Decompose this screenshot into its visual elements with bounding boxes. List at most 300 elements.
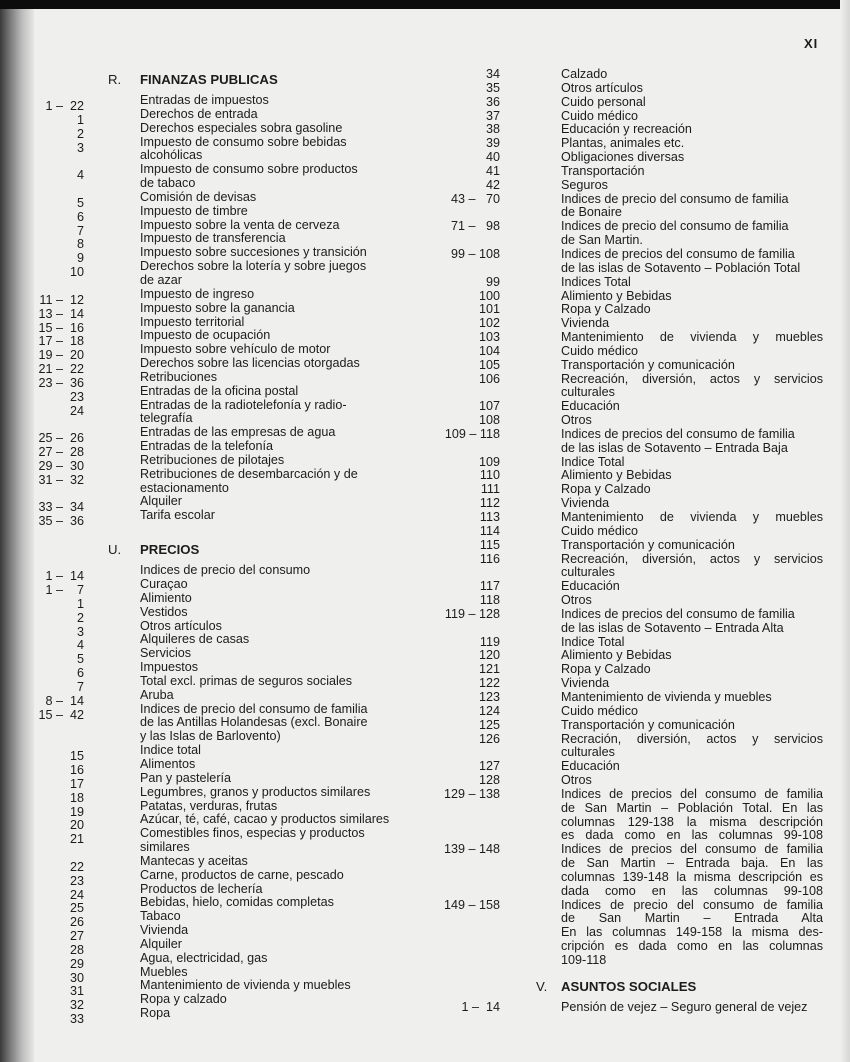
entry-description-line: Seguros <box>561 177 608 192</box>
column-number-range: 30 <box>69 970 84 985</box>
index-entry <box>0 120 430 141</box>
index-entry <box>420 788 830 843</box>
column-number-range: 35 <box>485 80 500 95</box>
entry-description-line: Alquileres de casas <box>140 632 250 647</box>
column-number-range: 20 <box>69 818 84 833</box>
section-title: PRECIOS <box>140 542 200 558</box>
index-entry <box>420 608 830 636</box>
column-number-range: 35 – 36 <box>38 514 84 529</box>
column-number-range: 119 <box>479 634 500 649</box>
index-entry <box>420 525 830 539</box>
column-number-range: 7 <box>76 679 84 694</box>
entry-description-line: Comestibles finos, especias y productos <box>140 826 365 841</box>
index-entry <box>0 827 430 855</box>
entry-description-line: Calzado <box>561 67 608 81</box>
index-entry <box>0 136 430 164</box>
column-number-range: 126 <box>478 731 500 746</box>
column-number-range: 118 <box>479 593 500 608</box>
index-entry <box>420 539 830 553</box>
entry-description-line: Indices de precio del consumo <box>140 563 311 578</box>
column-number-range: 116 <box>479 551 500 566</box>
index-entry <box>420 899 830 968</box>
column-number-range: 15 – 16 <box>38 320 84 335</box>
entry-description-line: Retribuciones de desembarcación y de <box>140 466 358 481</box>
entry-description-line: Alquiler <box>140 936 182 951</box>
entry-description-line: de San Martin – Entrada Alta <box>561 911 823 926</box>
index-entry <box>0 468 430 496</box>
column-number-range: 112 <box>479 496 500 511</box>
left-column <box>0 72 430 1027</box>
entry-description-line: de San Martin – Entrada baja. En las <box>561 856 823 871</box>
entry-description-line: Cuido personal <box>561 94 646 109</box>
column-number-range: 23 <box>69 873 84 888</box>
entry-description-line: Aruba <box>140 687 174 702</box>
entry-description-line: dada como en las columnas 99-108 <box>561 883 823 898</box>
index-entry <box>420 636 830 650</box>
index-entry <box>0 604 430 625</box>
entry-description-line: Obligaciones diversas <box>561 150 685 165</box>
column-number-range: 114 <box>479 523 500 538</box>
entry-description-line: Retribuciones <box>140 369 218 384</box>
index-entry <box>0 189 430 210</box>
index-entry <box>0 300 430 321</box>
column-number-range: 109 – 118 <box>444 426 500 441</box>
entry-description-line: Derechos sobre las licencias otorgadas <box>140 356 360 371</box>
entry-description-line: Educación <box>561 759 620 774</box>
entry-description-line: similares <box>140 840 190 855</box>
section-letter: R. <box>108 72 122 87</box>
column-number-range: 8 <box>76 237 84 252</box>
column-number-range: 115 <box>479 537 500 552</box>
index-entry <box>0 687 430 708</box>
entry-description-line: Indices Total <box>561 274 631 289</box>
index-entry <box>0 992 430 1013</box>
entry-description-line: Pensión de vejez – Seguro general de vejez <box>561 999 808 1014</box>
entry-description-line: Ropa y Calzado <box>561 482 651 497</box>
column-number-range: 6 <box>76 209 84 224</box>
entry-description-line: Vivienda <box>561 676 610 691</box>
column-number-range: 19 <box>69 804 84 819</box>
section-letter: U. <box>108 542 122 558</box>
index-entry <box>0 784 430 805</box>
index-entry <box>420 248 830 276</box>
index-entry <box>0 909 430 930</box>
index-entry <box>0 632 430 653</box>
entry-description-line: Otros <box>561 413 592 428</box>
index-entry <box>0 950 430 971</box>
entry-description-line: Impuesto de consumo sobre bebidas <box>140 134 347 149</box>
entry-description-line: Impuesto de ocupación <box>140 328 271 343</box>
entry-description-line: estacionamento <box>140 480 229 495</box>
column-number-range: 23 <box>69 389 84 404</box>
entry-description-line: Ropa y Calzado <box>561 662 651 677</box>
column-number-range: 42 <box>485 177 500 192</box>
entry-description-line: Otros <box>561 773 592 788</box>
entry-description-line: Indices de precio del consumo de familia <box>561 219 789 234</box>
index-entry <box>0 673 430 694</box>
index-entry <box>0 964 430 985</box>
column-number-range: 111 <box>480 482 500 497</box>
entry-description-line: Recración, diversión, actos y servicios <box>561 731 823 746</box>
column-number-range: 22 <box>69 859 84 874</box>
column-number-range: 1 – 14 <box>45 569 84 584</box>
entry-description-line: Indice total <box>140 743 201 758</box>
index-entry <box>420 843 830 898</box>
index-entry <box>420 303 830 317</box>
column-number-range: 103 <box>478 330 500 345</box>
index-entry <box>0 383 430 404</box>
entry-description-line: Alimiento y Bebidas <box>561 648 672 663</box>
index-entry <box>0 577 430 597</box>
column-number-range: 25 – 26 <box>38 431 84 446</box>
index-entry <box>0 425 430 446</box>
column-number-range: 99 – 108 <box>450 246 500 261</box>
entry-description-line: Otros artículos <box>561 80 643 95</box>
entry-description-line: Cuido médico <box>561 523 639 538</box>
entry-description-line: cripción es dada como en las columnas <box>561 939 823 954</box>
entry-description-line: Impuesto de timbre <box>140 203 248 218</box>
index-entry <box>0 399 430 427</box>
entry-description-line: Impuesto sobre vehículo de motor <box>140 342 331 357</box>
entry-description-line: Cuido médico <box>561 108 639 123</box>
entry-description-line: culturales <box>561 565 615 580</box>
entry-description-line: Indices de precio del consumo de familia <box>140 701 368 716</box>
column-number-range: 104 <box>478 343 500 358</box>
column-number-range: 17 <box>69 776 84 791</box>
column-number-range: 16 <box>69 762 84 777</box>
index-entry <box>0 203 430 224</box>
entry-description-line: Azúcar, té, café, cacao y productos similares <box>140 812 390 827</box>
scan-top-edge <box>0 0 850 9</box>
column-number-range: 26 <box>69 915 84 930</box>
column-number-range: 29 <box>69 956 84 971</box>
column-number-range: 121 <box>478 662 500 677</box>
column-number-range: 124 <box>478 703 500 718</box>
index-entry <box>0 508 430 529</box>
entry-description-line: Indices de precio del consumo de familia <box>561 897 823 912</box>
column-number-range: 1 – 22 <box>45 99 84 113</box>
index-entry <box>0 978 430 999</box>
entry-description-line: 109-118 <box>561 953 607 967</box>
section-heading <box>0 543 430 557</box>
index-entry <box>420 469 830 483</box>
entry-description-line: Educación <box>561 579 620 594</box>
entry-description-line: Curaçao <box>140 577 188 591</box>
entry-description-line: Transportación <box>561 163 645 178</box>
entry-description-line: Indices de precios del consumo de familia <box>561 786 823 801</box>
entry-description-line: Servicios <box>140 646 192 661</box>
entry-description-line: Entradas de la oficina postal <box>140 383 299 398</box>
entry-description-line: Indice Total <box>561 634 625 649</box>
column-number-range: 4 <box>76 168 84 183</box>
column-number-range: 1 <box>76 112 84 127</box>
column-number-range: 31 – 32 <box>38 472 84 487</box>
column-number-range: 8 – 14 <box>45 693 84 708</box>
entry-description-line: Impuesto de transferencia <box>140 231 286 246</box>
column-number-range: 1 – 7 <box>45 583 84 597</box>
entry-description-line: Impuesto sobre succesiones y transición <box>140 245 367 260</box>
entry-description-line: Educación y recreación <box>561 122 692 137</box>
entry-description-line: es dada como en las columnas 99-108 <box>561 828 823 843</box>
index-entry <box>0 853 430 874</box>
index-entry <box>420 317 830 331</box>
column-number-range: 25 <box>69 901 84 916</box>
index-entry <box>0 217 430 238</box>
entry-description-line: Muebles <box>140 964 188 979</box>
entry-description-line: Indices de precio del consumo de familia <box>561 191 789 206</box>
index-entry <box>420 456 830 470</box>
entry-description-line: En las columnas 149-158 la misma des- <box>561 925 823 940</box>
column-number-range: 32 <box>69 998 84 1013</box>
column-number-range: 15 – 42 <box>38 707 84 722</box>
entry-description-line: Impuesto sobre la ganancia <box>140 300 295 315</box>
column-number-range: 36 <box>485 94 500 109</box>
column-number-range: 33 <box>69 1012 84 1027</box>
column-number-range: 108 <box>478 413 500 428</box>
index-entry <box>420 1001 830 1015</box>
entry-description-line: Impuesto sobre la venta de cerveza <box>140 217 340 232</box>
entry-description-line: Plantas, animales etc. <box>561 136 685 151</box>
index-entry <box>420 179 830 193</box>
column-number-range: 105 <box>478 357 500 372</box>
entry-description-line: Entradas de impuestos <box>140 93 269 107</box>
index-entry <box>420 345 830 359</box>
entry-description-line: de las islas de Sotavento – Entrada Baja <box>561 440 788 455</box>
entry-description-line: Vivienda <box>140 923 189 938</box>
entry-description-line: Recreación, diversión, actos y servicios <box>561 371 823 386</box>
column-number-range: 5 <box>76 195 84 210</box>
column-number-range: 41 <box>485 163 500 178</box>
entry-description-line: Indice Total <box>561 454 625 469</box>
entry-description-line: Transportación y comunicación <box>561 537 735 552</box>
index-entry <box>420 483 830 497</box>
right-column <box>420 68 830 1015</box>
entry-description-line: Vivienda <box>561 316 610 331</box>
column-number-range: 15 <box>69 749 84 764</box>
index-entry <box>0 494 430 515</box>
entry-description-line: Carne, productos de carne, pescado <box>140 867 344 882</box>
entry-description-line: Total excl. primas de seguros sociales <box>140 673 353 688</box>
index-entry <box>0 260 430 288</box>
column-number-range: 27 – 28 <box>38 445 84 460</box>
index-entry <box>0 646 430 667</box>
entry-description-line: Tabaco <box>140 909 181 924</box>
column-number-range: 123 <box>478 689 500 704</box>
index-entry <box>420 137 830 151</box>
index-entry <box>420 96 830 110</box>
entry-description-line: Indices de precios del consumo de familia <box>561 606 795 621</box>
index-entry <box>420 553 830 581</box>
entry-description-line: Indices de precios del consumo de familia <box>561 246 795 261</box>
entry-description-line: Derechos sobre la lotería y sobre juegos <box>140 259 367 274</box>
index-entry <box>420 677 830 691</box>
entry-description-line: columnas 129-138 la misma descripción <box>561 814 823 829</box>
section-title: ASUNTOS SOCIALES <box>561 978 697 994</box>
column-number-range: 3 <box>76 140 84 155</box>
column-number-range: 23 – 36 <box>38 375 84 390</box>
column-number-range: 29 – 30 <box>38 458 84 473</box>
entry-description-line: y las Islas de Barlovento) <box>140 729 281 744</box>
column-number-range: 21 <box>69 832 84 847</box>
column-number-range: 19 – 20 <box>38 348 84 363</box>
entry-description-line: de San Martin. <box>561 233 643 248</box>
column-number-range: 11 – 12 <box>39 292 84 307</box>
index-entry <box>420 774 830 788</box>
column-number-range: 119 – 128 <box>444 606 500 621</box>
entry-description-line: Impuesto de consumo sobre productos <box>140 162 358 177</box>
column-number-range: 24 <box>69 887 84 902</box>
entry-description-line: alcohólicas <box>140 148 203 163</box>
entry-description-line: Alimentos <box>140 756 196 771</box>
index-entry <box>420 82 830 96</box>
column-number-range: 33 – 34 <box>38 500 84 515</box>
entry-description-line: Mantenimiento de vivienda y muebles <box>561 330 823 345</box>
entry-description-line: Entradas de las empresas de agua <box>140 425 336 440</box>
section-heading <box>0 73 430 87</box>
entry-description-line: Entradas de la radiotelefonía y radio- <box>140 397 347 412</box>
entry-description-line: de las Antillas Holandesas (excl. Bonaire <box>140 715 368 730</box>
index-entry <box>420 594 830 608</box>
column-number-range: 37 <box>485 108 500 123</box>
entry-description-line: Mantenimiento de vivienda y muebles <box>140 978 351 993</box>
entry-description-line: Alimiento <box>140 590 192 605</box>
index-entry <box>0 812 430 833</box>
index-entry <box>420 359 830 373</box>
index-entry <box>420 110 830 124</box>
entry-description-line: Derechos de entrada <box>140 106 258 121</box>
entry-description-line: Transportación y comunicación <box>561 717 735 732</box>
entry-description-line: Otros artículos <box>140 618 222 633</box>
index-entry <box>420 580 830 594</box>
column-number-range: 107 <box>478 399 500 414</box>
entry-description-line: culturales <box>561 385 615 400</box>
column-number-range: 10 <box>69 265 84 280</box>
column-number-range: 24 <box>69 403 84 418</box>
entry-description-line: Ropa y calzado <box>140 992 227 1007</box>
column-number-range: 2 <box>76 126 84 141</box>
column-number-range: 129 – 138 <box>443 786 500 801</box>
entry-description-line: de las islas de Sotavento – Población Total <box>561 260 801 275</box>
index-entry <box>0 245 430 266</box>
section-title: FINANZAS PUBLICAS <box>140 72 278 87</box>
index-entry <box>0 798 430 819</box>
column-number-range: 9 <box>76 251 84 266</box>
entry-description-line: Vivienda <box>561 496 610 511</box>
column-number-range: 109 <box>478 454 500 469</box>
column-number-range: 99 <box>485 274 500 289</box>
column-number-range: 139 – 148 <box>443 842 500 857</box>
entry-description-line: Educación <box>561 399 620 414</box>
entry-description-line: de San Martin – Población Total. En las <box>561 800 823 815</box>
entry-description-line: Pan y pastelería <box>140 770 232 785</box>
index-entry <box>420 290 830 304</box>
column-number-range: 2 <box>76 610 84 625</box>
column-number-range: 17 – 18 <box>38 334 84 349</box>
entry-description-line: telegrafía <box>140 411 193 426</box>
column-number-range: 110 <box>479 468 500 483</box>
page-right-edge <box>840 0 850 1062</box>
index-entry <box>420 151 830 165</box>
entry-description-line: Retribuciones de pilotajes <box>140 452 285 467</box>
index-entry <box>420 331 830 345</box>
column-number-range: 4 <box>76 638 84 653</box>
index-entry <box>420 733 830 761</box>
column-number-range: 43 – 70 <box>450 191 500 206</box>
index-entry <box>0 231 430 252</box>
index-entry <box>420 373 830 401</box>
entry-description-line: Mantecas y aceitas <box>140 853 248 868</box>
column-number-range: 34 <box>485 67 500 81</box>
column-number-range: 117 <box>479 579 500 594</box>
entry-description-line: Alimiento y Bebidas <box>561 468 672 483</box>
entry-description-line: Vestidos <box>140 604 188 619</box>
column-number-range: 113 <box>479 510 500 524</box>
column-number-range: 106 <box>478 371 500 386</box>
column-number-range: 1 <box>76 596 84 611</box>
entry-description-line: Cuido médico <box>561 703 639 718</box>
column-number-range: 28 <box>69 942 84 957</box>
entry-description-line: Mantenimiento de vivienda y muebles <box>561 510 823 524</box>
index-entry <box>0 895 430 916</box>
entry-description-line: Impuesto territorial <box>140 314 245 329</box>
column-number-range: 100 <box>478 288 500 303</box>
entry-description-line: Indices de precios del consumo de familia <box>561 426 795 441</box>
entry-description-line: Alquiler <box>140 494 182 509</box>
column-number-range: 125 <box>478 717 500 732</box>
index-entry <box>0 314 430 335</box>
index-entry <box>0 93 430 113</box>
entry-description-line: Comisión de devisas <box>140 189 257 204</box>
index-entry <box>420 705 830 719</box>
page-number: XI <box>804 36 819 51</box>
entry-description-line: Otros <box>561 593 592 608</box>
section-letter: V. <box>536 978 548 994</box>
index-entry <box>420 719 830 733</box>
entry-description-line: Cuido médico <box>561 343 639 358</box>
column-number-range: 3 <box>76 624 84 639</box>
index-entry <box>0 618 430 639</box>
index-entry <box>420 400 830 414</box>
index-entry <box>420 760 830 774</box>
column-number-range: 6 <box>76 666 84 681</box>
entry-description-line: Agua, electricidad, gas <box>140 950 268 965</box>
column-number-range: 127 <box>478 759 500 774</box>
entry-description-line: Impuestos <box>140 660 199 675</box>
index-entry <box>0 163 430 191</box>
entry-description-line: de azar <box>140 272 183 287</box>
column-number-range: 1 – 14 <box>461 999 500 1014</box>
section-heading <box>420 980 830 994</box>
index-entry <box>0 867 430 888</box>
entry-description-line: de Bonaire <box>561 205 622 220</box>
index-entry <box>0 342 430 363</box>
entry-description-line: Alimiento y Bebidas <box>561 288 672 303</box>
index-entry <box>420 165 830 179</box>
entry-description-line: de tabaco <box>140 176 196 191</box>
index-entry <box>420 497 830 511</box>
entry-description-line: Patatas, verduras, frutas <box>140 798 278 813</box>
entry-description-line: Entradas de la telefonía <box>140 439 274 454</box>
entry-description-line: de las islas de Sotavento – Entrada Alta <box>561 620 784 635</box>
column-number-range: 71 – 98 <box>450 219 500 234</box>
column-number-range: 38 <box>485 122 500 137</box>
index-entry <box>0 770 430 791</box>
entry-description-line: Transportación y comunicación <box>561 357 735 372</box>
index-entry <box>420 511 830 525</box>
index-entry <box>420 691 830 705</box>
index-entry <box>420 663 830 677</box>
entry-description-line: columnas 139-148 la misma descripción es <box>561 869 823 884</box>
